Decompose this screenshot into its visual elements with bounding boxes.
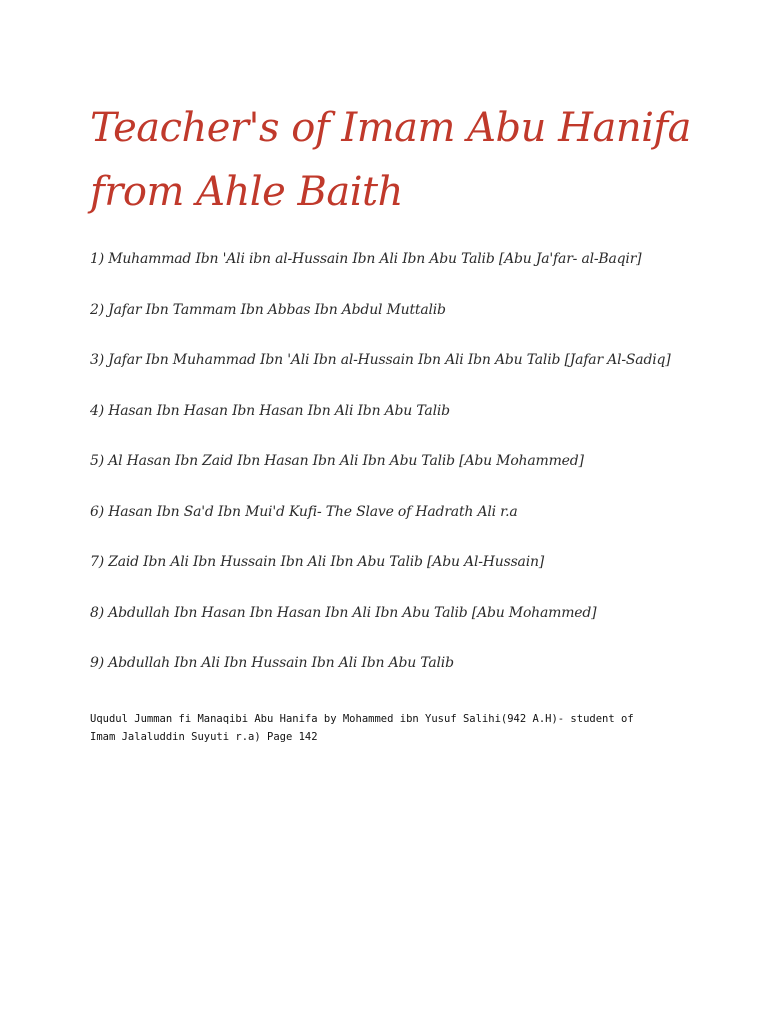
list-item: 4) Hasan Ibn Hasan Ibn Hasan Ibn Ali Ibn Abu Talib: [90, 402, 450, 419]
list-item: 6) Hasan Ibn Sa'd Ibn Mui'd Kufi- The Slave of Hadrath Ali r.a: [90, 503, 518, 520]
list-item: 8) Abdullah Ibn Hasan Ibn Hasan Ibn Ali Ibn Abu Talib [Abu Mohammed]: [90, 604, 597, 621]
source-citation: Uqudul Jumman fi Manaqibi Abu Hanifa by Mohammed ibn Yusuf Salihi(942 A.H)- student of Imam Jalaluddin Suyuti r.a) Page 142: [90, 713, 634, 743]
page-title: Teacher's of Imam Abu Hanifa from Ahle Baith: [90, 105, 692, 215]
list-item: 2) Jafar Ibn Tammam Ibn Abbas Ibn Abdul Muttalib: [90, 301, 446, 318]
list-item: 3) Jafar Ibn Muhammad Ibn 'Ali Ibn al-Hussain Ibn Ali Ibn Abu Talib [Jafar Al-Sadiq]: [90, 352, 671, 368]
list-item: 5) Al Hasan Ibn Zaid Ibn Hasan Ibn Ali Ibn Abu Talib [Abu Mohammed]: [90, 453, 584, 469]
teachers-list: [90, 246, 730, 701]
list-item: 1) Muhammad Ibn 'Ali ibn al-Hussain Ibn Ali Ibn Abu Talib [Abu Ja'far- al-Baqir]: [90, 251, 642, 267]
list-item: 7) Zaid Ibn Ali Ibn Hussain Ibn Ali Ibn Abu Talib [Abu Al-Hussain]: [90, 554, 545, 570]
list-item: 9) Abdullah Ibn Ali Ibn Hussain Ibn Ali Ibn Abu Talib: [90, 655, 454, 671]
